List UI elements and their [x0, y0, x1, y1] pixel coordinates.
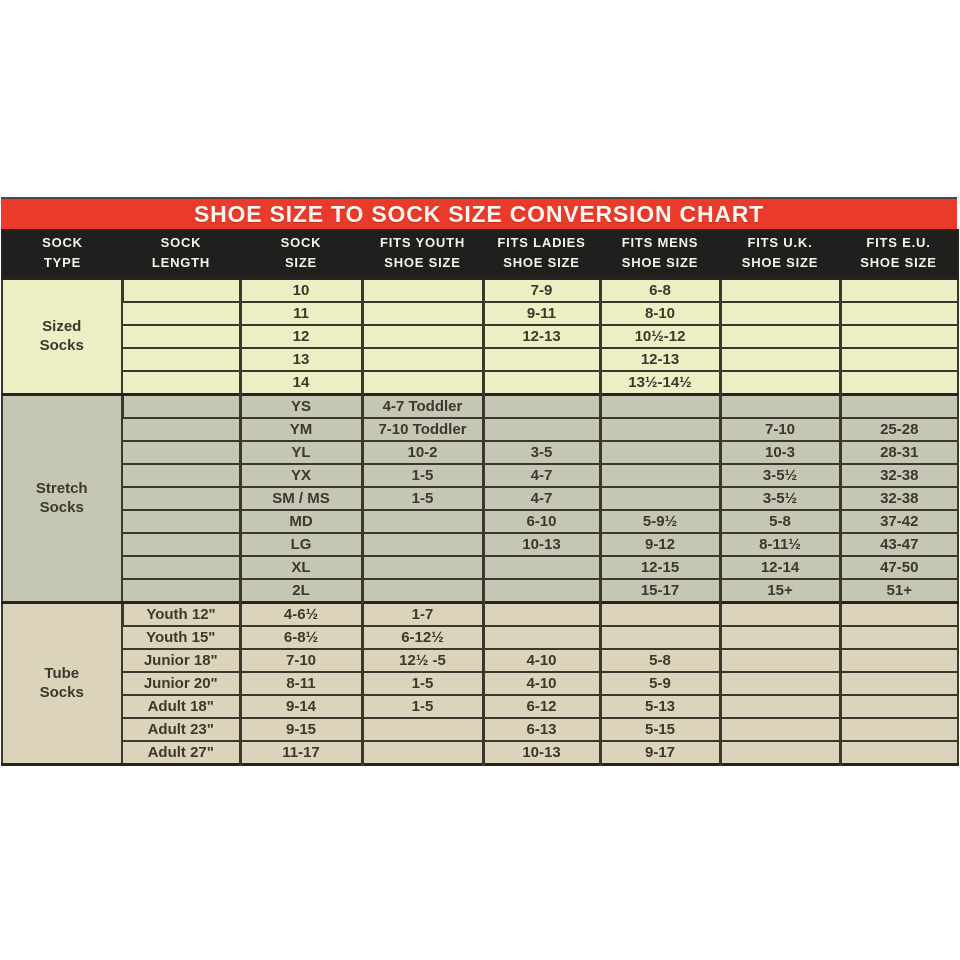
table-cell: 5-9 — [600, 672, 720, 695]
table-cell: 10-13 — [483, 533, 600, 556]
table-cell: 10-2 — [362, 441, 483, 464]
table-cell: 12½ -5 — [362, 649, 483, 672]
table-cell: 28-31 — [840, 441, 958, 464]
table-cell: 3-5½ — [720, 487, 840, 510]
table-cell — [362, 302, 483, 325]
table-cell: 43-47 — [840, 533, 958, 556]
table-row — [2, 279, 958, 303]
table-cell — [122, 510, 240, 533]
table-cell: 9-12 — [600, 533, 720, 556]
table-cell: Youth 12" — [122, 603, 240, 627]
table-cell — [362, 325, 483, 348]
table-cell: 1-5 — [362, 672, 483, 695]
table-cell: 12-14 — [720, 556, 840, 579]
table-row — [2, 371, 958, 395]
table-row — [2, 464, 958, 487]
table-cell: 12-15 — [600, 556, 720, 579]
table-cell: SM / MS — [240, 487, 362, 510]
table-cell — [483, 395, 600, 419]
header-sock-size: SOCK SIZE — [280, 235, 322, 271]
table-cell: 5-8 — [720, 510, 840, 533]
table-cell — [362, 279, 483, 303]
table-cell: 11 — [240, 302, 362, 325]
table-body — [2, 279, 958, 765]
table-row — [2, 441, 958, 464]
table-cell: 10-3 — [720, 441, 840, 464]
table-row — [2, 348, 958, 371]
table-cell — [122, 395, 240, 419]
table-cell: 6-10 — [483, 510, 600, 533]
table-cell — [122, 579, 240, 603]
conversion-chart — [1, 197, 957, 766]
table-cell: 3-5½ — [720, 464, 840, 487]
table-row — [2, 626, 958, 649]
table-cell: 12-13 — [483, 325, 600, 348]
table-row — [2, 741, 958, 765]
table-cell: 1-5 — [362, 695, 483, 718]
table-cell — [720, 718, 840, 741]
table-cell: 1-5 — [362, 487, 483, 510]
table-cell — [840, 325, 958, 348]
table-cell — [362, 741, 483, 765]
table-cell: YM — [240, 418, 362, 441]
table-cell: 7-10 Toddler — [362, 418, 483, 441]
table-cell — [362, 579, 483, 603]
header-sock-length: SOCK LENGTH — [151, 235, 211, 271]
table-cell: 2L — [240, 579, 362, 603]
table-cell — [122, 533, 240, 556]
table-cell: 6-8 — [600, 279, 720, 303]
table-cell — [720, 371, 840, 395]
header-sock-type: SOCK TYPE — [42, 235, 83, 271]
table-cell: 9-15 — [240, 718, 362, 741]
table-cell — [840, 626, 958, 649]
section-label-stretch-socks — [2, 395, 122, 603]
table-cell — [362, 533, 483, 556]
table-cell: 14 — [240, 371, 362, 395]
table-cell — [720, 695, 840, 718]
table-cell — [720, 302, 840, 325]
table-row — [2, 672, 958, 695]
table-cell: Junior 18" — [122, 649, 240, 672]
table-cell — [720, 741, 840, 765]
table-cell: 4-10 — [483, 672, 600, 695]
section-label-sized-socks — [2, 279, 122, 395]
table-cell: 8-10 — [600, 302, 720, 325]
table-cell: 15-17 — [600, 579, 720, 603]
table-cell: 4-7 — [483, 487, 600, 510]
table-cell: 1-5 — [362, 464, 483, 487]
table-cell: 5-13 — [600, 695, 720, 718]
table-cell — [840, 603, 958, 627]
table-cell: 10 — [240, 279, 362, 303]
table-cell: 4-10 — [483, 649, 600, 672]
table-cell — [483, 371, 600, 395]
table-cell: Adult 18" — [122, 695, 240, 718]
table-cell — [362, 556, 483, 579]
header-row — [2, 230, 958, 279]
table-cell — [122, 418, 240, 441]
table-cell: YX — [240, 464, 362, 487]
table-cell — [483, 603, 600, 627]
table-cell: 6-12½ — [362, 626, 483, 649]
section-label-line2: Socks — [39, 683, 84, 701]
table-cell: 4-7 — [483, 464, 600, 487]
conversion-table — [1, 229, 959, 766]
table-cell: 6-12 — [483, 695, 600, 718]
table-cell: 12 — [240, 325, 362, 348]
chart-title-bar — [1, 197, 957, 229]
table-cell: 5-15 — [600, 718, 720, 741]
table-cell — [720, 325, 840, 348]
table-cell — [600, 395, 720, 419]
table-cell: 32-38 — [840, 464, 958, 487]
table-cell — [840, 741, 958, 765]
table-cell — [720, 395, 840, 419]
table-row — [2, 302, 958, 325]
table-row — [2, 649, 958, 672]
table-cell: 47-50 — [840, 556, 958, 579]
table-cell: 8-11½ — [720, 533, 840, 556]
table-row — [2, 718, 958, 741]
section-label-tube-socks — [2, 603, 122, 765]
table-cell: YL — [240, 441, 362, 464]
table-cell: 13 — [240, 348, 362, 371]
table-row — [2, 418, 958, 441]
table-cell: 5-9½ — [600, 510, 720, 533]
table-row — [2, 533, 958, 556]
table-cell: 51+ — [840, 579, 958, 603]
table-row — [2, 603, 958, 627]
section-label-line1: Tube — [44, 665, 80, 683]
table-cell: 25-28 — [840, 418, 958, 441]
table-cell — [840, 695, 958, 718]
table-cell: 7-10 — [720, 418, 840, 441]
table-cell — [840, 649, 958, 672]
table-cell — [122, 487, 240, 510]
table-cell: 10½-12 — [600, 325, 720, 348]
table-cell — [122, 279, 240, 303]
table-cell: 7-9 — [483, 279, 600, 303]
table-cell: 4-6½ — [240, 603, 362, 627]
chart-title: SHOE SIZE TO SOCK SIZE CONVERSION CHART — [193, 200, 765, 227]
table-cell — [600, 464, 720, 487]
table-cell — [720, 626, 840, 649]
table-cell — [483, 418, 600, 441]
table-cell: 10-13 — [483, 741, 600, 765]
table-cell — [122, 464, 240, 487]
table-cell: Junior 20" — [122, 672, 240, 695]
table-row — [2, 556, 958, 579]
header-fits-eu: FITS E.U. SHOE SIZE — [860, 235, 937, 271]
table-cell: 3-5 — [483, 441, 600, 464]
table-cell: 32-38 — [840, 487, 958, 510]
table-cell — [362, 371, 483, 395]
table-cell — [720, 279, 840, 303]
table-row — [2, 487, 958, 510]
table-cell: 9-11 — [483, 302, 600, 325]
table-cell — [122, 325, 240, 348]
section-label-line2: Socks — [39, 498, 84, 516]
table-row — [2, 695, 958, 718]
table-cell: LG — [240, 533, 362, 556]
table-row — [2, 325, 958, 348]
table-cell: 6-8½ — [240, 626, 362, 649]
table-header — [2, 230, 958, 279]
table-cell: 9-17 — [600, 741, 720, 765]
table-cell: Adult 23" — [122, 718, 240, 741]
table-cell — [600, 487, 720, 510]
table-cell — [483, 556, 600, 579]
table-cell — [720, 348, 840, 371]
table-cell: YS — [240, 395, 362, 419]
table-cell: Adult 27" — [122, 741, 240, 765]
table-cell — [122, 556, 240, 579]
section-label-line1: Sized — [42, 318, 82, 336]
header-fits-mens: FITS MENS SHOE SIZE — [621, 235, 699, 271]
table-cell — [840, 395, 958, 419]
table-cell — [483, 579, 600, 603]
table-cell — [720, 603, 840, 627]
table-cell: 5-8 — [600, 649, 720, 672]
table-cell: 7-10 — [240, 649, 362, 672]
table-cell: 1-7 — [362, 603, 483, 627]
table-cell — [600, 418, 720, 441]
table-cell — [122, 441, 240, 464]
table-cell: 11-17 — [240, 741, 362, 765]
table-cell: Youth 15" — [122, 626, 240, 649]
table-cell: XL — [240, 556, 362, 579]
table-row — [2, 395, 958, 419]
table-cell — [720, 672, 840, 695]
table-cell: 9-14 — [240, 695, 362, 718]
header-fits-youth: FITS YOUTH SHOE SIZE — [379, 235, 466, 271]
table-cell — [840, 302, 958, 325]
table-cell — [840, 279, 958, 303]
table-cell — [122, 348, 240, 371]
table-cell — [840, 348, 958, 371]
table-cell — [600, 441, 720, 464]
table-cell: 4-7 Toddler — [362, 395, 483, 419]
header-fits-uk: FITS U.K. SHOE SIZE — [741, 235, 819, 271]
table-cell — [122, 371, 240, 395]
table-cell — [362, 348, 483, 371]
table-cell: MD — [240, 510, 362, 533]
table-cell — [600, 626, 720, 649]
table-cell: 6-13 — [483, 718, 600, 741]
table-row — [2, 510, 958, 533]
table-cell — [362, 510, 483, 533]
table-row — [2, 579, 958, 603]
table-cell — [840, 672, 958, 695]
table-cell — [600, 603, 720, 627]
table-cell — [840, 371, 958, 395]
header-fits-ladies: FITS LADIES SHOE SIZE — [497, 235, 586, 271]
table-cell: 13½-14½ — [600, 371, 720, 395]
table-cell — [840, 718, 958, 741]
table-cell: 12-13 — [600, 348, 720, 371]
table-cell — [483, 348, 600, 371]
table-cell: 8-11 — [240, 672, 362, 695]
table-cell — [720, 649, 840, 672]
table-cell — [483, 626, 600, 649]
table-cell: 15+ — [720, 579, 840, 603]
section-label-line2: Socks — [39, 336, 84, 354]
table-cell — [362, 718, 483, 741]
table-cell: 37-42 — [840, 510, 958, 533]
table-cell — [122, 302, 240, 325]
section-label-line1: Stretch — [35, 480, 88, 498]
